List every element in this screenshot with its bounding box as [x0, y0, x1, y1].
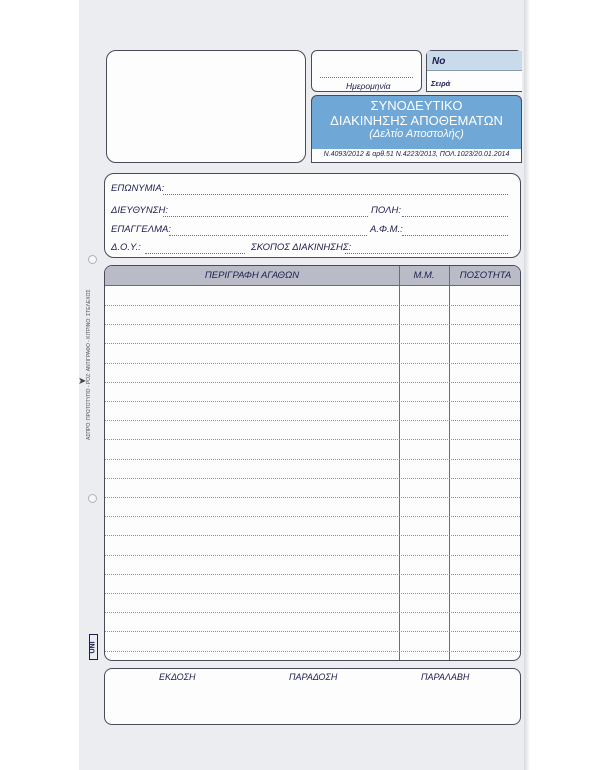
- issue-label: ΕΚΔΟΣΗ: [159, 672, 196, 682]
- table-row[interactable]: [105, 420, 520, 421]
- table-row[interactable]: [105, 612, 520, 613]
- name-field[interactable]: [163, 194, 508, 195]
- number-box: [426, 50, 522, 92]
- table-row[interactable]: [105, 343, 520, 344]
- table-row[interactable]: [105, 382, 520, 383]
- series-label: Σειρά: [431, 79, 451, 88]
- purpose-label: ΣΚΟΠΟΣ ΔΙΑΚΙΝΗΣΗΣ:: [251, 242, 352, 253]
- table-header: [105, 266, 520, 286]
- table-row[interactable]: [105, 439, 520, 440]
- address-label: ΔΙΕΥΘΥΝΣΗ:: [111, 205, 168, 216]
- sender-box[interactable]: [106, 50, 306, 163]
- issue-signature-area[interactable]: [115, 685, 240, 721]
- address-field[interactable]: [163, 216, 368, 217]
- col-quantity-header: ΠΟΣΟΤΗΤΑ: [459, 270, 512, 281]
- col-description-header: ΠΕΡΙΓΡΑΦΗ ΑΓΑΘΩΝ: [204, 270, 300, 281]
- purpose-field[interactable]: [345, 253, 508, 254]
- signature-box: [104, 668, 521, 725]
- table-row[interactable]: [105, 593, 520, 594]
- delivery-signature-area[interactable]: [250, 685, 375, 721]
- tax-office-field[interactable]: [145, 253, 245, 254]
- date-box[interactable]: [311, 50, 422, 92]
- recipient-box: [104, 173, 521, 258]
- document-title-line2: ΔΙΑΚΙΝΗΣΗΣ ΑΠΟΘΕΜΑΤΩΝ: [330, 113, 503, 128]
- document-title-box: [311, 95, 522, 149]
- punch-hole-bottom: [88, 494, 97, 503]
- table-row[interactable]: [105, 535, 520, 536]
- table-row[interactable]: [105, 478, 520, 479]
- profession-label: ΕΠΑΓΓΕΛΜΑ:: [111, 224, 171, 235]
- table-row[interactable]: [105, 555, 520, 556]
- name-label: ΕΠΩΝΥΜΙΑ:: [111, 183, 165, 194]
- vat-field[interactable]: [402, 235, 508, 236]
- document-title-line1: ΣΥΝΟΔΕΥΤΙΚΟ: [370, 98, 463, 113]
- punch-hole-top: [88, 255, 97, 264]
- legal-reference: Ν.4093/2012 & αρθ.51 Ν.4223/2013, ΠΟΛ.1023/20.01.2014: [311, 149, 522, 163]
- copy-color-note: ΑΣΠΡΟ: ΠΡΩΤΟΤΥΠΟ - ΡΟΖ: ΑΝΤΙΓΡΑΦΟ - ΚΙΤΡΙΝΟ: ΣΤΕΛΕΧΟΣ: [86, 289, 92, 440]
- table-row[interactable]: [105, 631, 520, 632]
- col-unit-header: Μ.Μ.: [413, 270, 435, 281]
- profession-field[interactable]: [169, 235, 367, 236]
- sheet-edge: [524, 0, 530, 770]
- table-row[interactable]: [105, 324, 520, 325]
- document-subtitle: (Δελτίο Αποστολής): [369, 128, 464, 140]
- city-label: ΠΟΛΗ:: [371, 205, 402, 216]
- vat-label: Α.Φ.Μ.:: [370, 224, 403, 235]
- number-label: No: [432, 56, 446, 67]
- tax-office-label: Δ.Ο.Υ.:: [111, 242, 141, 253]
- table-row[interactable]: [105, 363, 520, 364]
- table-row[interactable]: [105, 574, 520, 575]
- table-row[interactable]: [105, 305, 520, 306]
- table-row[interactable]: [105, 459, 520, 460]
- publisher-logo: UNI: [89, 634, 98, 660]
- date-line: [320, 77, 413, 78]
- table-row[interactable]: [105, 516, 520, 517]
- table-row[interactable]: [105, 401, 520, 402]
- arrow-marker-icon: ➤: [78, 376, 87, 387]
- table-row[interactable]: [105, 497, 520, 498]
- table-row[interactable]: [105, 651, 520, 652]
- date-label: Ημερομηνία: [346, 81, 391, 91]
- delivery-label: ΠΑΡΑΔΟΣΗ: [289, 672, 338, 682]
- city-field[interactable]: [402, 216, 508, 217]
- receipt-label: ΠΑΡΑΛΑΒΗ: [421, 672, 470, 682]
- receipt-signature-area[interactable]: [385, 685, 510, 721]
- goods-table: [104, 265, 521, 661]
